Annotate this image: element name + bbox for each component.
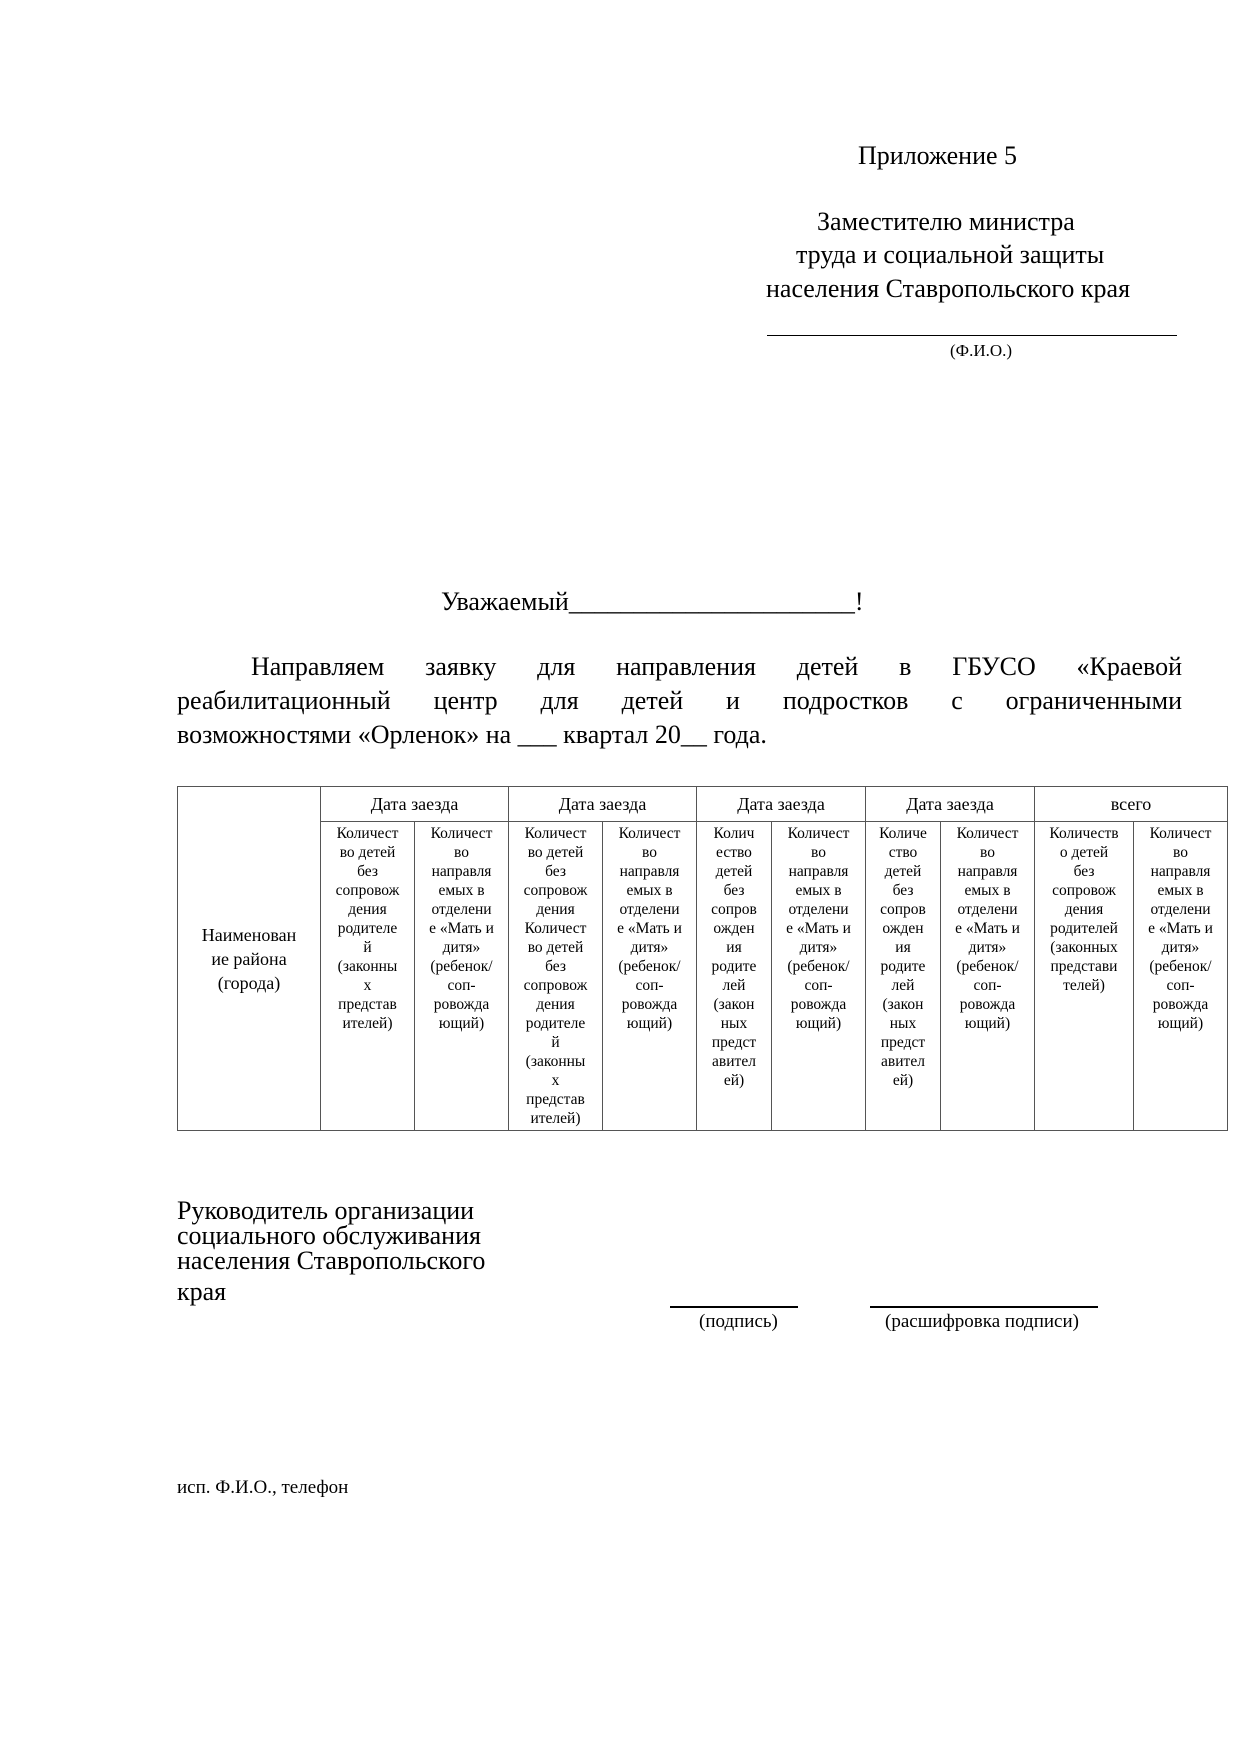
- addressee-line-3: населения Ставропольского края: [766, 274, 1131, 303]
- group-header-total: всего: [1035, 787, 1228, 822]
- body-line-1: Направляем заявку для направления детей в ГБУСО «Краевой: [251, 652, 1182, 681]
- group-header-arrival-date-4: Дата заезда: [866, 787, 1035, 822]
- greeting: Уважаемый______________________!: [441, 587, 864, 616]
- column-header-children-unaccompanied: Количест во детей без сопровож дения Количест во детей без сопровож дения родителе й (законны х представ ителей): [509, 822, 603, 1131]
- column-header-mother-child: Количест во направля емых в отделени е «Мать и дитя» (ребенок/ соп- ровожда ющий): [415, 822, 509, 1131]
- group-header-arrival-date-3: Дата заезда: [697, 787, 866, 822]
- table-column-header-row: [178, 822, 1228, 1131]
- column-header-children-unaccompanied: Количест во детей без сопровож дения родителе й (законны х представ ителей): [321, 822, 415, 1131]
- table-group-header-row: [178, 787, 1228, 822]
- signature-decode-caption: (расшифровка подписи): [885, 1311, 1079, 1332]
- column-header-mother-child: Количест во направля емых в отделени е «Мать и дитя» (ребенок/ соп- ровожда ющий): [941, 822, 1035, 1131]
- addressee-fio-line: [767, 335, 1177, 336]
- column-header-mother-child: Количест во направля емых в отделени е «Мать и дитя» (ребенок/ соп- ровожда ющий): [603, 822, 697, 1131]
- body-line-2: реабилитационный центр для детей и подростков с ограниченными: [177, 686, 1182, 715]
- addressee-line-1: Заместителю министра: [817, 207, 1075, 236]
- signature-caption: (подпись): [699, 1311, 778, 1332]
- column-header-children-unaccompanied: Количе ство детей без сопров ожден ия родите лей (закон ных предст авител ей): [866, 822, 941, 1131]
- body-line-3: возможностями «Орленок» на ___ квартал 20__ года.: [177, 720, 767, 749]
- signatory-title-line-2: социального обслуживания: [177, 1221, 481, 1250]
- fio-caption: (Ф.И.О.): [950, 341, 1013, 360]
- group-header-arrival-date-1: Дата заезда: [321, 787, 509, 822]
- district-name-header: Наименован ие района (города): [178, 787, 321, 1131]
- signatory-title-line-1: Руководитель организации: [177, 1196, 475, 1225]
- group-header-arrival-date-2: Дата заезда: [509, 787, 697, 822]
- executor-contact: исп. Ф.И.О., телефон: [177, 1477, 349, 1498]
- signature-decode-line: [870, 1306, 1098, 1308]
- column-header-total-mother-child: Количест во направля емых в отделени е «Мать и дитя» (ребенок/ соп- ровожда ющий): [1134, 822, 1228, 1131]
- appendix-label: Приложение 5: [858, 141, 1018, 170]
- signature-block: [177, 1198, 485, 1304]
- signature-line: [670, 1306, 798, 1308]
- column-header-mother-child: Количест во направля емых в отделени е «Мать и дитя» (ребенок/ соп- ровожда ющий): [772, 822, 866, 1131]
- signatory-title-line-3: населения Ставропольского: [177, 1246, 486, 1275]
- column-header-total-children-unaccompanied: Количеств о детей без сопровож дения родителей (законных представи телей): [1035, 822, 1134, 1131]
- column-header-children-unaccompanied: Колич ество детей без сопров ожден ия родите лей (закон ных предст авител ей): [697, 822, 772, 1131]
- request-table: [177, 786, 1228, 1131]
- signatory-title-line-4: края: [177, 1277, 227, 1306]
- addressee-line-2: труда и социальной защиты: [796, 240, 1105, 269]
